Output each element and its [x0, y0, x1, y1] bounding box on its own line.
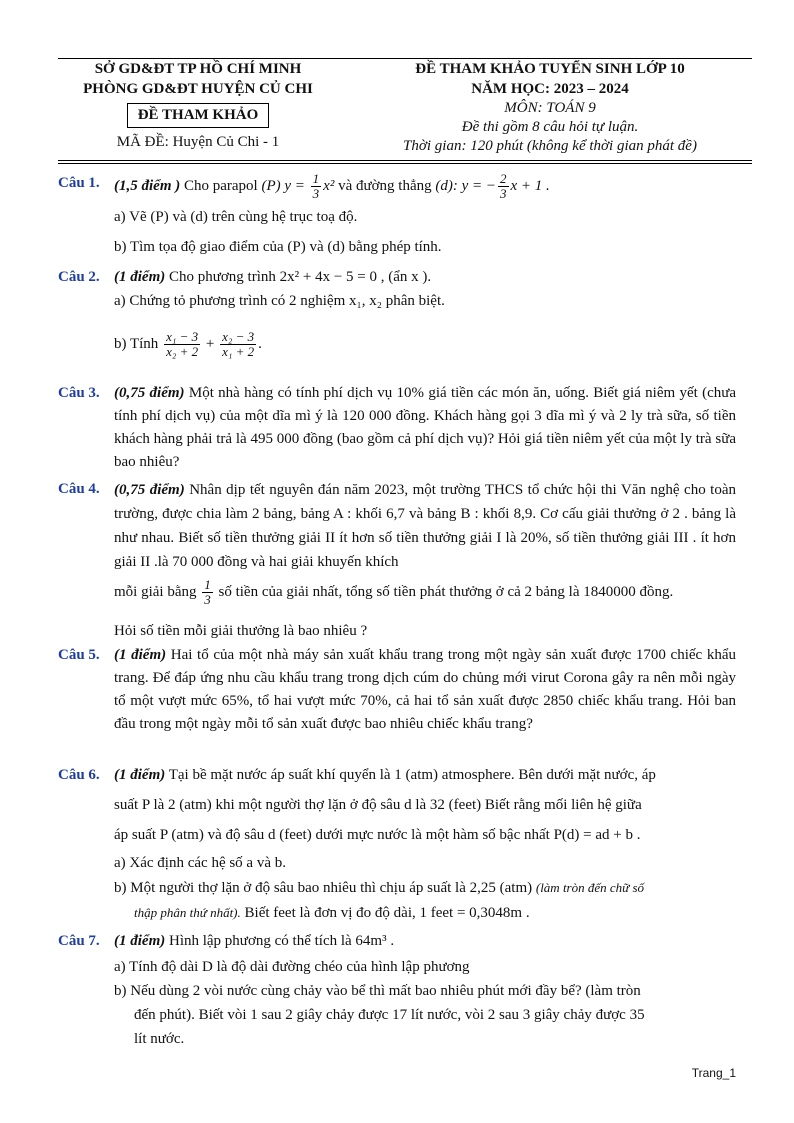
text-segment: số tiền của giải nhất, tổng số tiền phát thưởng ở cả 2 bảng là 1840000 đồng. — [218, 584, 674, 600]
question-line-2: suất P là 2 (atm) khi một người thợ lặn ở độ sâu d là 32 (feet) Biết rằng mối liên hệ giữa — [114, 797, 642, 813]
sub-question-a: a) Xác định các hệ số a và b. — [114, 855, 287, 871]
exam-time: Thời gian: 120 phút (không kể thời gian phát đề) — [403, 138, 697, 154]
question-label: Câu 2. — [58, 269, 100, 285]
numerator: 2 — [500, 171, 507, 186]
text-segment: thập phân thứ nhất). — [134, 905, 241, 920]
question-label: Câu 6. — [58, 767, 100, 783]
question-line-3: áp suất P (atm) và độ sâu d (feet) dưới mực nước là một hàm số bậc nhất P(d) = ad + b . — [114, 827, 641, 843]
school-year: NĂM HỌC: 2023 – 2024 — [471, 81, 629, 97]
exam-title: ĐỀ THAM KHẢO TUYỂN SINH LỚP 10 — [415, 61, 685, 77]
department-line-1: SỞ GD&ĐT TP HỒ CHÍ MINH — [94, 61, 302, 77]
question-points: (0,75 điểm) — [114, 482, 185, 498]
math-expr: : y = − — [452, 177, 497, 194]
numerator: x₁ − 3 — [166, 329, 199, 344]
question-text — [114, 478, 736, 574]
sub-question-b-line-3: lít nước. — [134, 1031, 185, 1047]
math-expr: x + 1 . — [510, 177, 550, 194]
denominator: x₁ + 2 — [222, 344, 255, 359]
header-right — [348, 59, 752, 156]
text-segment: Biết feet là đơn vị đo độ dài, 1 feet = 0,3048m . — [244, 905, 530, 921]
text-segment: Hình lập phương có thể tích là 64m³ . — [168, 933, 395, 949]
text-segment: (làm tròn đến chữ số — [535, 880, 645, 895]
exam-code: MÃ ĐỀ: Huyện Củ Chi - 1 — [116, 134, 280, 150]
question-label: Câu 4. — [58, 481, 100, 497]
question-4 — [58, 478, 736, 644]
fraction — [220, 330, 256, 359]
question-3 — [58, 382, 736, 478]
question-points: (1 điểm) — [114, 767, 166, 783]
question-5 — [58, 644, 736, 762]
question-label: Câu 5. — [58, 647, 100, 663]
question-points: (0,75 điểm) — [114, 385, 185, 401]
question-label: Câu 1. — [58, 175, 100, 191]
math-symbol: (P) — [261, 177, 281, 194]
sub-question-b: b) Tìm tọa độ giao điểm của (P) và (d) bằng phép tính. — [114, 239, 442, 255]
sub-question-b — [114, 876, 736, 900]
text-segment: Nhân dịp tết nguyên đán năm 2023, một trường THCS tổ chức hội thi Văn nghệ cho toàn trường, được chia làm 2 bảng, bảng A : khối 6,7 và bảng B : khối 8,9. Cơ cấu giải thưởng ở 2 . bảng là như nhau. Biết số tiền thưởng giải II ít hơn số tiền thưởng giải I là 20%, số tiền thưởng giải III . ít hơn giải II .là 70 000 đồng và hai giải khuyến khích — [114, 482, 737, 570]
sub-question-b — [114, 330, 736, 359]
exam-header — [58, 58, 752, 164]
denominator: 3 — [312, 186, 320, 201]
question-points: (1 điểm) — [114, 269, 166, 285]
text-segment: Hai tổ của một nhà máy sản xuất khẩu trang trong một ngày sản xuất được 1700 chiếc khẩu trang. Để đáp ứng nhu cầu khẩu trang trong dịch cúm do chủng mới virut Corona gây ra nên mỗi ngày tổ một vượt mức 65%, tổ hai vượt mức 70%, cả hai tổ sản xuất được 2850 chiếc khẩu trang. Hỏi ban đầu trong một ngày mỗi tổ sản xuất được bao nhiêu chiếc khẩu trang? — [114, 647, 736, 732]
math-expr: x² — [323, 177, 335, 194]
text-segment: Cho parapol — [183, 177, 258, 194]
question-7 — [58, 930, 736, 1050]
question-text — [114, 764, 736, 787]
question-text — [114, 266, 736, 289]
fraction — [164, 330, 200, 359]
header-left — [58, 59, 338, 151]
exam-description: Đề thi gồm 8 câu hỏi tự luận. — [461, 119, 639, 135]
question-points: (1 điểm) — [114, 647, 167, 663]
numerator: 1 — [204, 577, 211, 593]
sub-question-a: a) Chứng tỏ phương trình có 2 nghiệm x₁, x₂ phân biệt. — [114, 293, 445, 309]
page-number: Trang_1 — [691, 1066, 736, 1080]
denominator: 3 — [500, 186, 507, 201]
text-segment: b) Một người thợ lặn ở độ sâu bao nhiêu thì chịu áp suất là 2,25 (atm) — [114, 880, 533, 896]
math-symbol: (d) — [435, 177, 453, 194]
question-text — [114, 382, 736, 474]
question-6 — [58, 764, 736, 934]
exam-type-box: ĐỀ THAM KHẢO — [127, 103, 270, 128]
question-text — [114, 644, 736, 736]
sub-question-b: b) Nếu dùng 2 vòi nước cùng chảy vào bể thì mất bao nhiêu phút mới đầy bể? (làm tròn — [114, 983, 641, 999]
text-segment: Một nhà hàng có tính phí dịch vụ 10% giá tiền các món ăn, uống. Biết giá niêm yết (chưa tính phí dịch vụ) của một dĩa mì ý là 120 000 đồng. Khách hàng gọi 3 dĩa mì ý và 2 ly trà sữa, số tiền khách hàng phải trả là 495 000 đồng (bao gồm cả phí dịch vụ)? Hỏi giá tiền niêm yết của một ly trà sữa bao nhiêu? — [114, 385, 737, 470]
fraction — [311, 172, 322, 201]
sub-question-b-line-2: đến phút). Biết vòi 1 sau 2 giây chảy được 17 lít nước, vòi 2 sau 3 giây chảy được 35 — [134, 1007, 645, 1023]
sub-question-a: a) Tính độ dài D là độ dài đường chéo của hình lập phương — [114, 959, 470, 975]
math-expr: y = — [284, 177, 309, 194]
numerator: x₂ − 3 — [222, 329, 255, 344]
denominator: 3 — [204, 592, 211, 608]
denominator: x₂ + 2 — [166, 344, 199, 359]
question-text-final: Hỏi số tiền mỗi giải thưởng là bao nhiêu ? — [114, 623, 368, 639]
text-segment: Cho phương trình 2x² + 4x − 5 = 0 , (ẩn x ). — [168, 269, 432, 285]
question-1 — [58, 172, 736, 272]
numerator: 1 — [312, 171, 320, 186]
question-text — [114, 172, 736, 201]
question-2 — [58, 266, 736, 376]
question-label: Câu 7. — [58, 933, 100, 949]
question-text — [114, 930, 736, 953]
subject: MÔN: TOÁN 9 — [504, 100, 596, 116]
text-segment: Tại bề mặt nước áp suất khí quyển là 1 (atm) atmosphere. Bên dưới mặt nước, áp — [168, 767, 656, 783]
text-segment: mỗi giải bằng — [114, 584, 197, 600]
question-points: (1 điểm) — [114, 933, 166, 949]
question-label: Câu 3. — [58, 385, 100, 401]
fraction — [202, 578, 213, 607]
sub-question-a: a) Vẽ (P) và (d) trên cùng hệ trục toạ độ. — [114, 209, 358, 225]
fraction — [498, 172, 509, 201]
question-points: (1,5 điểm ) — [114, 177, 181, 194]
text-segment: . — [258, 335, 262, 352]
question-text-continued — [114, 578, 736, 607]
text-segment: b) Tính — [114, 335, 159, 352]
sub-question-b-continued — [134, 901, 736, 925]
department-line-2: PHÒNG GD&ĐT HUYỆN CỦ CHI — [83, 81, 313, 97]
text-segment: và đường thẳng — [338, 177, 432, 194]
plus-sign: + — [205, 335, 215, 352]
